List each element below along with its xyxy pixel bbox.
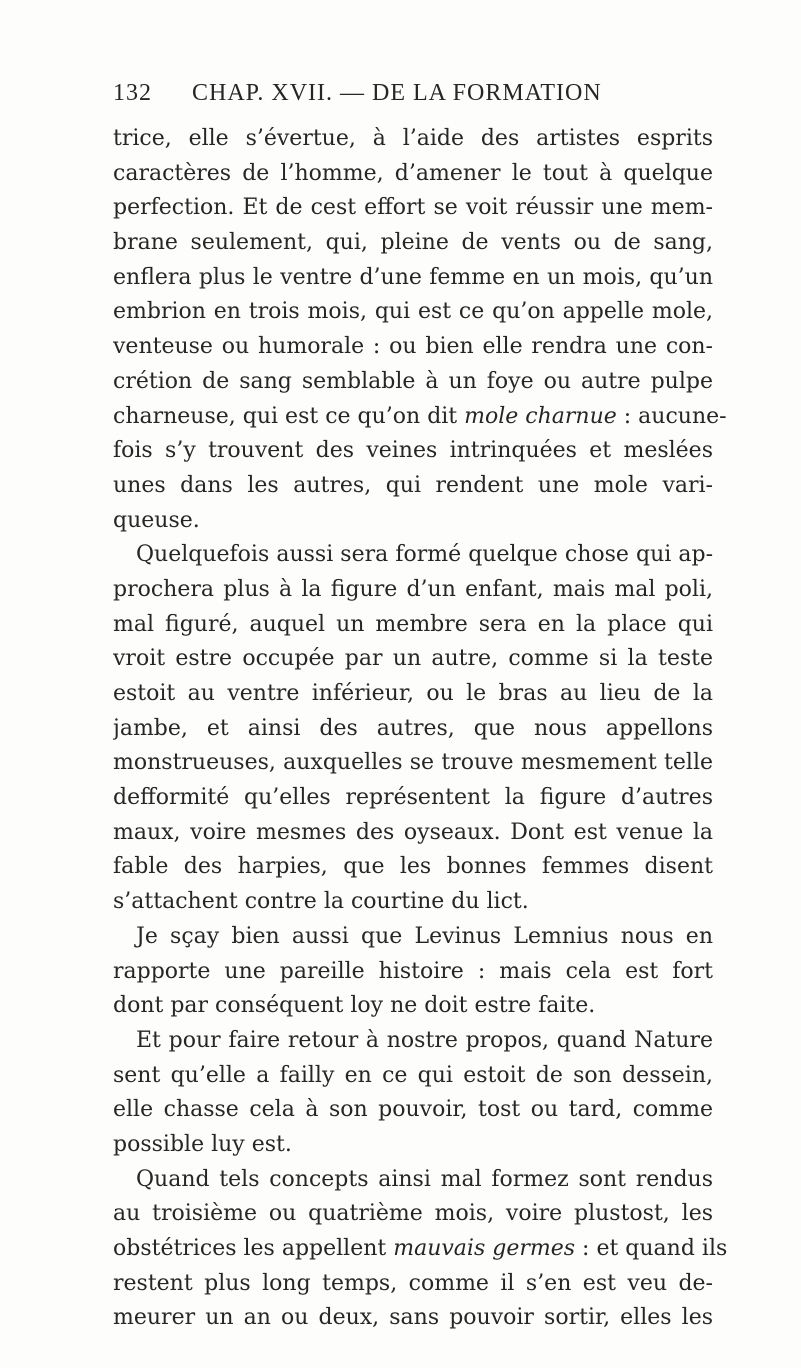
text-line: meurer un an ou deux, sans pouvoir sortir, elles les [113, 1305, 713, 1331]
text-line: brane seulement, qui, pleine de vents ou de sang, [113, 230, 713, 256]
text-line: trice, elle s’évertue, à l’aide des artistes esprits [113, 126, 713, 151]
text-line: dont par conséquent loy ne doit estre faite. [113, 993, 596, 1019]
text-line: prochera plus à la figure d’un enfant, mais mal poli, [113, 576, 713, 602]
text-line: crétion de sang semblable à un foye ou autre pulpe [113, 368, 713, 394]
text-line-with-italic [113, 1232, 728, 1267]
text-line: possible luy est. [113, 1131, 292, 1157]
italic-term: mole charnue [464, 403, 617, 429]
page-number: 132 [113, 80, 152, 106]
text-line: mal figuré, auquel un membre sera en la place qui [113, 611, 713, 637]
text-line: unes dans les autres, qui rendent une mole vari- [113, 472, 713, 498]
text-run: charneuse, qui est ce qu’on dit [113, 403, 465, 429]
text-line: au troisième ou quatrième mois, voire plustost, les [113, 1201, 713, 1227]
text-line: elle chasse cela à son pouvoir, tost ou tard, comme [113, 1097, 713, 1123]
text-run: : et quand ils [575, 1236, 728, 1261]
text-line: queuse. [113, 507, 200, 533]
text-line: perfection. Et de cest effort se voit réussir une mem- [113, 195, 713, 221]
text-line: sent qu’elle a failly en ce qui estoit de son dessein, [113, 1062, 713, 1088]
paragraph-start-line: Quelquefois aussi sera formé quelque chose qui ap- [136, 542, 713, 568]
chapter-title: CHAP. XVII. — DE LA FORMATION [192, 80, 602, 106]
text-line: s’attachent contre la courtine du lict. [113, 889, 529, 915]
paragraph-start-line: Quand tels concepts ainsi mal formez sont rendus [136, 1166, 713, 1192]
italic-term: mauvais germes [393, 1236, 576, 1261]
text-line: venteuse ou humorale : ou bien elle rendra une con- [113, 334, 713, 360]
text-line: rapporte une pareille histoire : mais cela est fort [113, 958, 713, 984]
paragraph-start-line: Je sçay bien aussi que Levinus Lemnius nous en [136, 923, 713, 949]
text-line: defformité qu’elles représentent la figure d’autres [113, 785, 713, 811]
text-line: vroit estre occupée par un autre, comme si la teste [113, 646, 713, 672]
text-run: obstétrices les appellent [113, 1236, 394, 1261]
text-line: estoit au ventre inférieur, ou le bras au lieu de la [113, 681, 713, 706]
text-line: enflera plus le ventre d’une femme en un mois, qu’un [113, 264, 713, 290]
text-line-with-italic [113, 400, 727, 435]
text-line: caractères de l’homme, d’amener le tout à quelque [113, 160, 713, 186]
running-header [113, 80, 713, 112]
paragraph-start-line: Et pour faire retour à nostre propos, quand Nature [136, 1027, 713, 1053]
text-line: restent plus long temps, comme il s’en est veu de- [113, 1270, 713, 1296]
text-line: jambe, et ainsi des autres, que nous appellons [113, 715, 713, 741]
body-text [113, 122, 728, 1336]
text-run: : aucune- [616, 403, 727, 429]
text-line: maux, voire mesmes des oyseaux. Dont est venue la [113, 819, 713, 845]
text-line: embrion en trois mois, qui est ce qu’on appelle mole, [113, 299, 713, 325]
text-line: fable des harpies, que les bonnes femmes disent [113, 854, 713, 880]
text-line: monstrueuses, auxquelles se trouve mesmement telle [113, 750, 713, 776]
text-line: fois s’y trouvent des veines intrinquées et meslées [113, 438, 713, 464]
